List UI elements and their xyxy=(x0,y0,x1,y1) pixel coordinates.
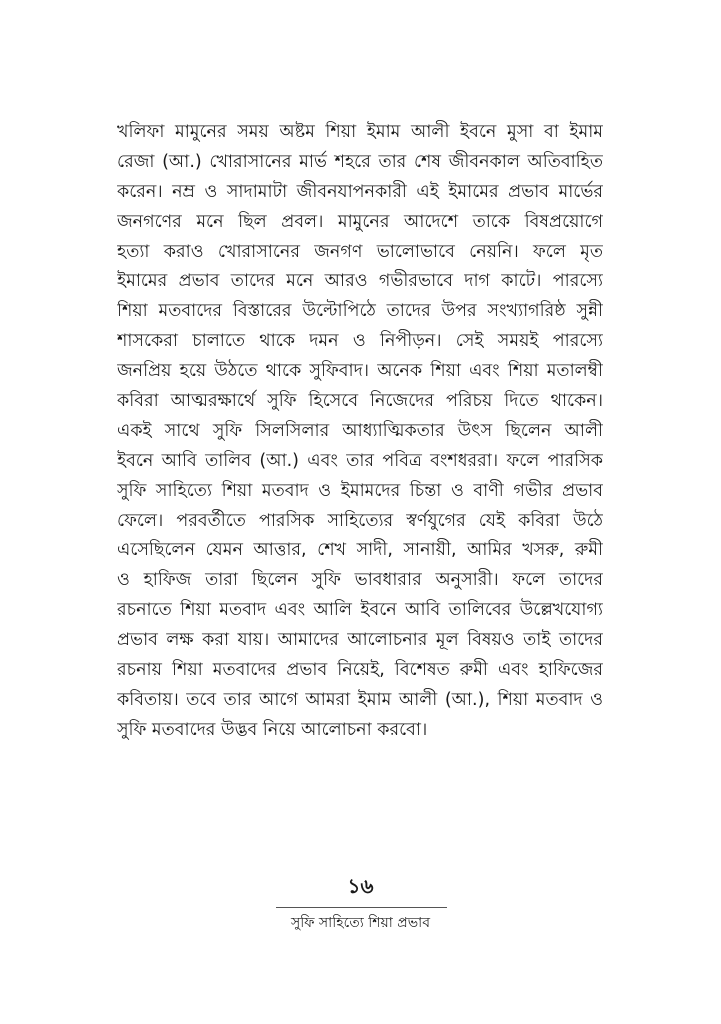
running-footer-title: সুফি সাহিত্যে শিয়া প্রভাব xyxy=(290,915,431,931)
text-line: কবিরা আত্মরক্ষার্থে সুফি হিসেবে নিজেদের পরিচয় দিতে থাকেন। xyxy=(117,391,603,412)
text-line: প্রভাব লক্ষ করা যায়। আমাদের আলোচনার মূল বিষয়ও তাই তাদের xyxy=(117,630,603,651)
text-line: খলিফা মামুনের সময় অষ্টম শিয়া ইমাম আলী ইবনে মুসা বা ইমাম xyxy=(117,122,603,142)
text-line: সুফি সাহিত্যে শিয়া মতবাদ ও ইমামদের চিন্তা ও বাণী গভীর প্রভাব xyxy=(117,480,603,501)
text-line: এসেছিলেন যেমন আত্তার, শেখ সাদী, সানায়ী, আমির খসরু, রুমী xyxy=(117,540,603,561)
text-line: জনপ্রিয় হয়ে উঠতে থাকে সুফিবাদ। অনেক শিয়া এবং শিয়া মতালম্বী xyxy=(117,361,603,382)
text-line: ইমামের প্রভাব তাদের মনে আরও গভীরভাবে দাগ কাটে। পারস্যে xyxy=(117,271,603,292)
text-line: শাসকেরা চালাতে থাকে দমন ও নিপীড়ন। সেই সময়ই পারস্যে xyxy=(117,331,603,352)
text-line: রেজা (আ.) খোরাসানের মার্ভ শহরে তার শেষ জীবনকাল অতিবাহিত xyxy=(117,151,603,172)
text-line: শিয়া মতবাদের বিস্তারের উল্টোপিঠে তাদের উপর সংখ্যাগরিষ্ঠ সুন্নী xyxy=(117,301,603,322)
text-line-last: সুফি মতবাদের উদ্ভব নিয়ে আলোচনা করবো। xyxy=(117,719,428,740)
page-number: ১৬ xyxy=(347,874,374,898)
text-line: ইবনে আবি তালিব (আ.) এবং তার পবিত্র বংশধররা। ফলে পারসিক xyxy=(117,450,603,471)
text-line: জনগণের মনে ছিল প্রবল। মামুনের আদেশে তাকে বিষপ্রয়োগে xyxy=(117,211,603,232)
text-line: রচনাতে শিয়া মতবাদ এবং আলি ইবনে আবি তালিবের উল্লেখযোগ্য xyxy=(117,600,603,621)
text-line: একই সাথে সুফি সিলসিলার আধ্যাত্মিকতার উৎস ছিলেন আলী xyxy=(117,420,603,441)
text-line: হত্যা করাও খোরাসানের জনগণ ভালোভাবে নেয়নি। ফলে মৃত xyxy=(117,241,603,262)
text-line: ও হাফিজ তারা ছিলেন সুফি ভাবধারার অনুসারী। ফলে তাদের xyxy=(117,570,603,591)
text-line: করেন। নম্র ও সাদামাটা জীবনযাপনকারী এই ইমামের প্রভাব মার্ভের xyxy=(117,181,603,202)
text-line: কবিতায়। তবে তার আগে আমরা ইমাম আলী (আ.), শিয়া মতবাদ ও xyxy=(117,689,603,710)
footer-divider xyxy=(276,907,447,908)
body-paragraph xyxy=(117,118,603,746)
text-line: রচনায় শিয়া মতবাদের প্রভাব নিয়েই, বিশেষত রুমী এবং হাফিজের xyxy=(117,660,603,681)
text-line: ফেলে। পরবর্তীতে পারসিক সাহিত্যের স্বর্ণযুগের যেই কবিরা উঠে xyxy=(117,510,603,531)
